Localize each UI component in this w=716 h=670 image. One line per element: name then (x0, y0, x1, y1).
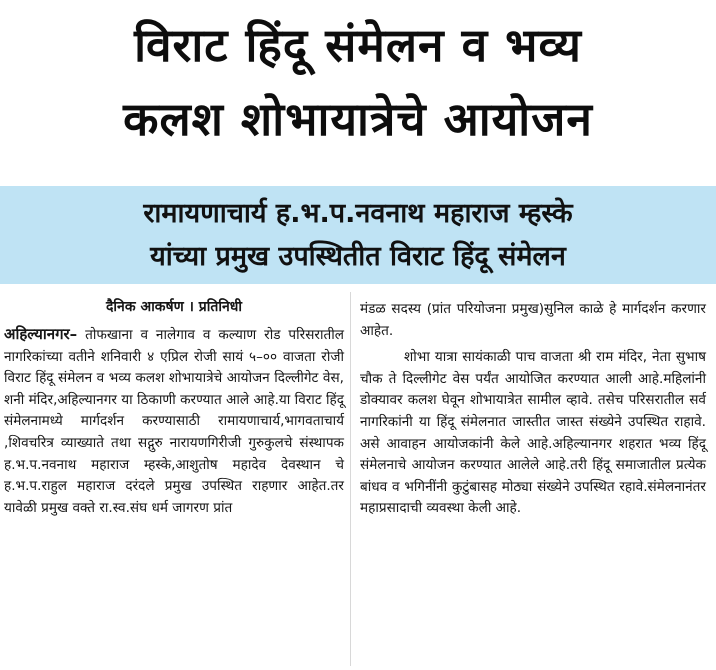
subheadline-line-2: यांच्या प्रमुख उपस्थितीत विराट हिंदू संमेलन (150, 241, 566, 272)
headline-line-1: विराट हिंदू संमेलन व भव्य (134, 18, 582, 72)
headline (0, 8, 716, 156)
subheadline-banner (0, 186, 716, 284)
dateline: अहिल्यानगर– (4, 325, 78, 343)
article-paragraph-2: शोभा यात्रा सायंकाळी पाच वाजता श्री राम मंदिर, नेता सुभाष चौक ते दिल्लीगेट वेस पर्यंत आयोजित करण्यात आली आहे.महिलांनी डोक्यावर कलश घेवून शोभायात्रेत सामील व्हावे. तसेच परिसरातील सर्व नागरिकांनी या हिंदू संमेलनात जास्तीत जास्त संख्येने उपस्थित राहावे. असे आवाहन आयोजकांनी केले आहे.अहिल्यानगर शहरात भव्य हिंदू संमेलनाचे आयोजन करण्यात आलेले आहे.तरी हिंदू समाजातील प्रत्येक बांधव व भगिनींनी कुटुंबासह मोठ्या संख्येने उपस्थित रहावे.संमेलनानंतर महाप्रसादाची व्यवस्था केली आहे. (360, 349, 706, 517)
subheadline-line-1: रामायणाचार्य ह.भ.प.नवनाथ महाराज म्हस्के (143, 198, 573, 229)
article-paragraph-1 (4, 324, 344, 519)
article-column-left (4, 294, 344, 519)
article-paragraph-1-continued: मंडळ सदस्य (प्रांत परियोजना प्रमुख)सुनिल काळे हे मार्गदर्शन करणार आहेत. (360, 301, 706, 339)
headline-line-2: कलश शोभायात्रेचे आयोजन (123, 92, 593, 146)
byline: दैनिक आकर्षण । प्रतिनिधी (106, 299, 242, 315)
article-column-right (360, 299, 706, 520)
article-paragraph-1-text: तोफखाना व नालेगाव व कल्याण रोड परिसरातील नागरिकांच्या वतीने शनिवारी ४ एप्रिल रोजी सायं ५–०० वाजता रोजी विराट हिंदू संमेलन व भव्य कलश शोभायात्रेचे आयोजन दिल्लीगेट वेस, शनी मंदिर,अहिल्यानगर या ठिकाणी करण्यात आले आहे.या विराट हिंदू संमेलनामध्ये मार्गदर्शन करण्यासाठी रामायणाचार्य,भागवताचार्य ,शिवचरित्र व्याख्याते तथा सद्गुरु नारायणगिरीजी गुरुकुलचे संस्थापक ह.भ.प.नवनाथ महाराज म्हस्के,आशुतोष महादेव देवस्थान चे ह.भ.प.राहुल महाराज दरंदले प्रमुख उपस्थित राहणार आहेत.तर यावेळी प्रमुख वक्ते रा.स्व.संघ धर्म जागरण प्रांत (4, 327, 344, 516)
column-divider (350, 292, 351, 666)
